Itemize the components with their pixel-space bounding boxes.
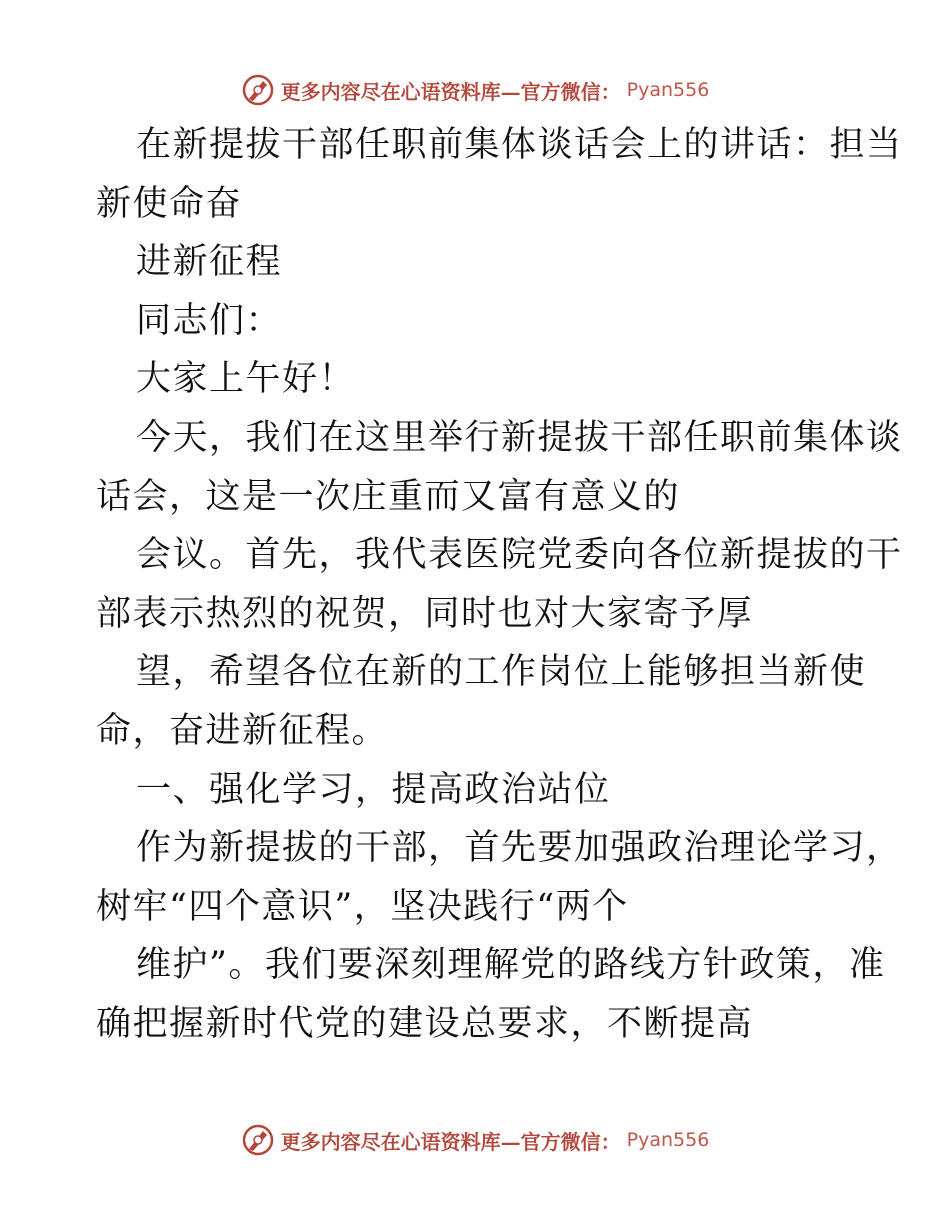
document-body bbox=[96, 116, 903, 1054]
paragraph-line: 确把握新时代党的建设总要求，不断提高 bbox=[96, 1003, 754, 1044]
paragraph-line: 会议。首先，我代表医院党委向各位新提拔的干 bbox=[136, 535, 903, 576]
wechat-id: Pyan556 bbox=[626, 1129, 710, 1151]
header-banner bbox=[0, 70, 950, 110]
title-line-1: 在新提拔干部任职前集体谈话会上的讲话：担当 bbox=[136, 125, 903, 165]
paragraph-line: 树牢“四个意识”，坚决践行“两个 bbox=[96, 886, 629, 927]
logo-icon bbox=[241, 73, 275, 107]
paragraph-line: 今天，我们在这里举行新提拔干部任职前集体谈 bbox=[136, 417, 903, 458]
paragraph-line: 维护”。我们要深刻理解党的路线方针政策，准 bbox=[136, 945, 886, 986]
banner-text: 更多内容尽在心语资料库—官方微信： bbox=[280, 79, 621, 104]
paragraph-line: 望，希望各位在新的工作岗位上能够担当新使 bbox=[136, 652, 867, 693]
title-line-3: 进新征程 bbox=[136, 242, 283, 283]
wechat-id: Pyan556 bbox=[626, 79, 710, 101]
greeting: 大家上午好！ bbox=[136, 359, 356, 400]
logo-icon bbox=[241, 1123, 275, 1157]
paragraph-line: 部表示热烈的祝贺，同时也对大家寄予厚 bbox=[96, 593, 754, 634]
banner-text: 更多内容尽在心语资料库—官方微信： bbox=[280, 1129, 621, 1154]
section-heading: 一、强化学习，提高政治站位 bbox=[136, 769, 611, 810]
title-line-2: 新使命奋 bbox=[96, 183, 243, 224]
paragraph-line: 作为新提拔的干部，首先要加强政治理论学习， bbox=[136, 828, 903, 869]
paragraph-line: 话会，这是一次庄重而又富有意义的 bbox=[96, 476, 681, 517]
footer-banner bbox=[0, 1120, 950, 1160]
paragraph-line: 命，奋进新征程。 bbox=[96, 710, 389, 751]
salutation: 同志们： bbox=[136, 300, 283, 341]
